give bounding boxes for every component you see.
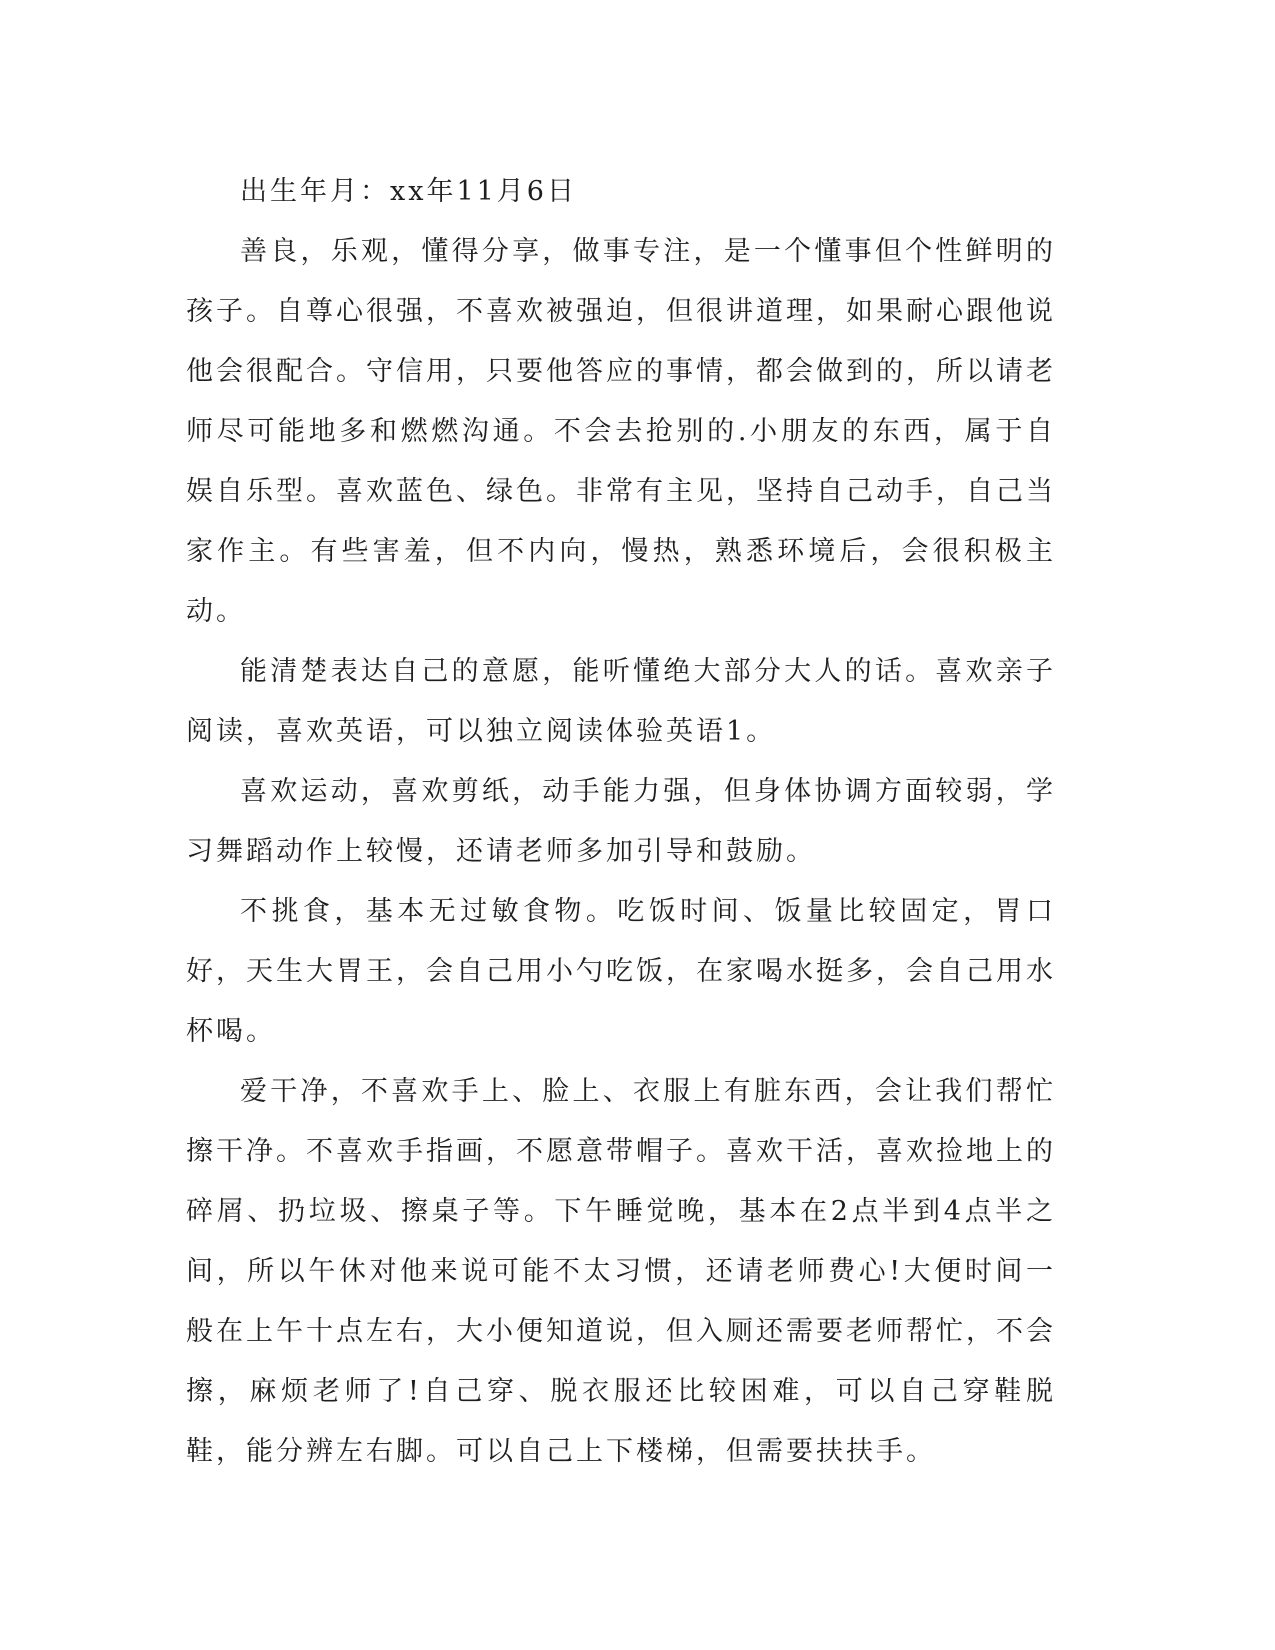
language-paragraph: 能清楚表达自己的意愿，能听懂绝大部分大人的话。喜欢亲子阅读，喜欢英语，可以独立阅读体验英语1。	[186, 656, 1056, 747]
document-body	[186, 162, 1056, 1482]
personality-paragraph: 善良，乐观，懂得分享，做事专注，是一个懂事但个性鲜明的孩子。自尊心很强，不喜欢被强迫，但很讲道理，如果耐心跟他说他会很配合。守信用，只要他答应的事情，都会做到的，所以请老师尽可能地多和燃燃沟通。不会去抢别的.小朋友的东西，属于自娱自乐型。喜欢蓝色、绿色。非常有主见，坚持自己动手，自己当家作主。有些害羞，但不内向，慢热，熟悉环境后，会很积极主动。	[186, 236, 1056, 627]
birth-date-line: 出生年月：xx年11月6日	[240, 176, 577, 207]
activities-paragraph: 喜欢运动，喜欢剪纸，动手能力强，但身体协调方面较弱，学习舞蹈动作上较慢，还请老师多加引导和鼓励。	[186, 776, 1056, 867]
eating-paragraph: 不挑食，基本无过敏食物。吃饭时间、饭量比较固定，胃口好，天生大胃王，会自己用小勺吃饭，在家喝水挺多，会自己用水杯喝。	[186, 896, 1056, 1047]
daily-habits-paragraph: 爱干净，不喜欢手上、脸上、衣服上有脏东西，会让我们帮忙擦干净。不喜欢手指画，不愿意带帽子。喜欢干活，喜欢捡地上的碎屑、扔垃圾、擦桌子等。下午睡觉晚，基本在2点半到4点半之间，所以午休对他来说可能不太习惯，还请老师费心!大便时间一般在上午十点左右，大小便知道说，但入厕还需要老师帮忙，不会擦，麻烦老师了!自己穿、脱衣服还比较困难，可以自己穿鞋脱鞋，能分辨左右脚。可以自己上下楼梯，但需要扶扶手。	[186, 1076, 1056, 1467]
